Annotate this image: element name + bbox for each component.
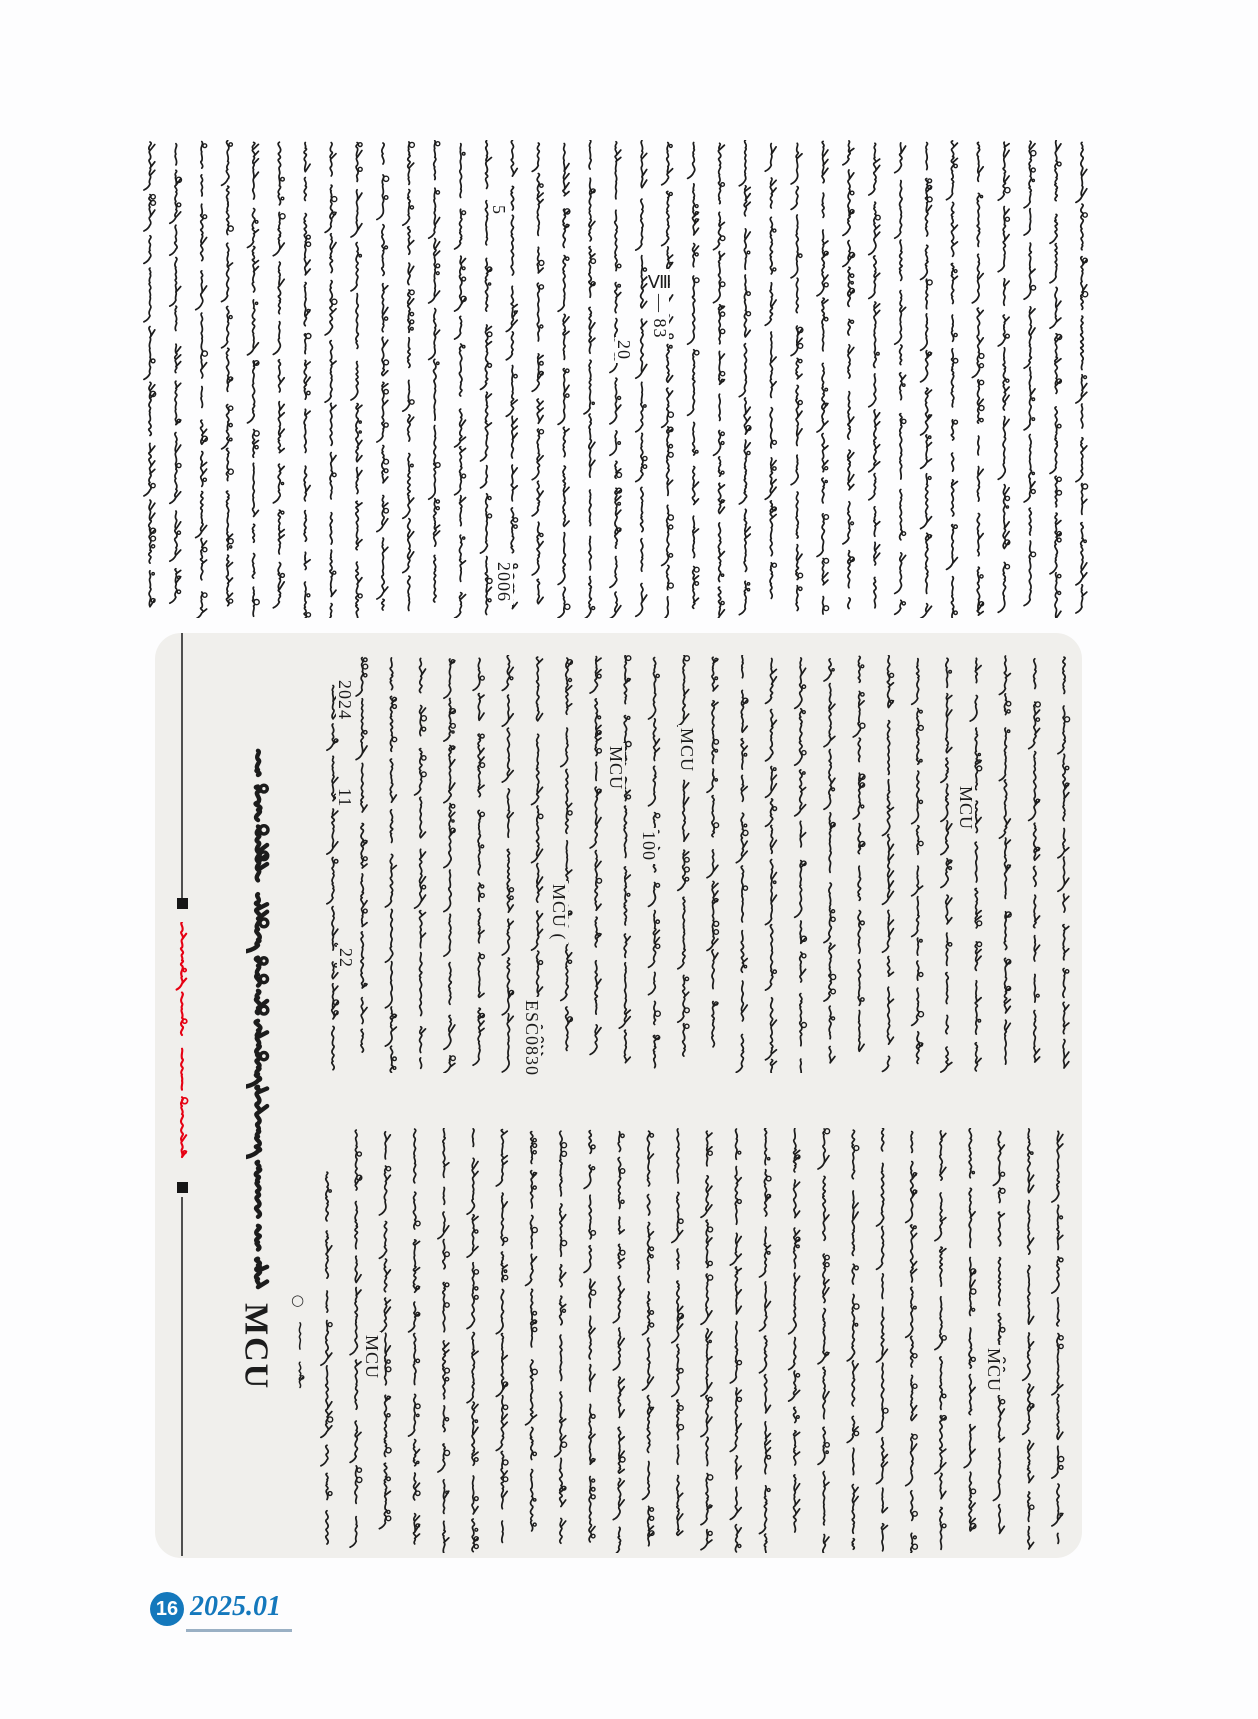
section-rule-marker-top xyxy=(177,898,188,909)
latin-fragment: 11 xyxy=(336,785,354,810)
section-label-script xyxy=(170,922,214,1178)
latin-fragment: MCU xyxy=(607,743,625,793)
latin-fragment: MCU xyxy=(363,1332,381,1382)
latin-fragment: 2024 xyxy=(336,677,354,723)
section-rule-marker-bottom xyxy=(177,1182,188,1193)
latin-fragment: Ⅷ— 83 xyxy=(651,269,669,342)
article-title-script xyxy=(246,748,290,1293)
top-text-block xyxy=(138,140,1094,618)
issue-label: 2025.01 xyxy=(190,1591,281,1622)
page-number-badge: 16 xyxy=(150,1592,184,1626)
section-rule-top xyxy=(181,633,183,899)
latin-fragment: MCU xyxy=(957,783,975,833)
panel-lower-text-block xyxy=(315,1128,1070,1553)
section-rule-bottom xyxy=(181,1197,183,1556)
author-name-script xyxy=(288,1322,332,1400)
latin-fragment: MCU xyxy=(678,725,696,775)
latin-fragment: ESC0830 xyxy=(523,997,541,1079)
issue-underline xyxy=(186,1629,292,1632)
latin-fragment: MCU xyxy=(985,1345,1003,1395)
latin-fragment: 22 xyxy=(337,945,355,971)
latin-fragment: 20 xyxy=(615,337,633,363)
latin-fragment: MCU ( xyxy=(550,881,568,944)
latin-fragment: 5 xyxy=(490,202,508,218)
author-mark: ○ xyxy=(291,1291,305,1309)
latin-fragment: 100 xyxy=(640,828,658,864)
article-title-latin: MCU xyxy=(238,1300,272,1393)
latin-fragment: 2006 xyxy=(495,559,513,605)
panel-upper-text-block xyxy=(321,655,1076,1073)
